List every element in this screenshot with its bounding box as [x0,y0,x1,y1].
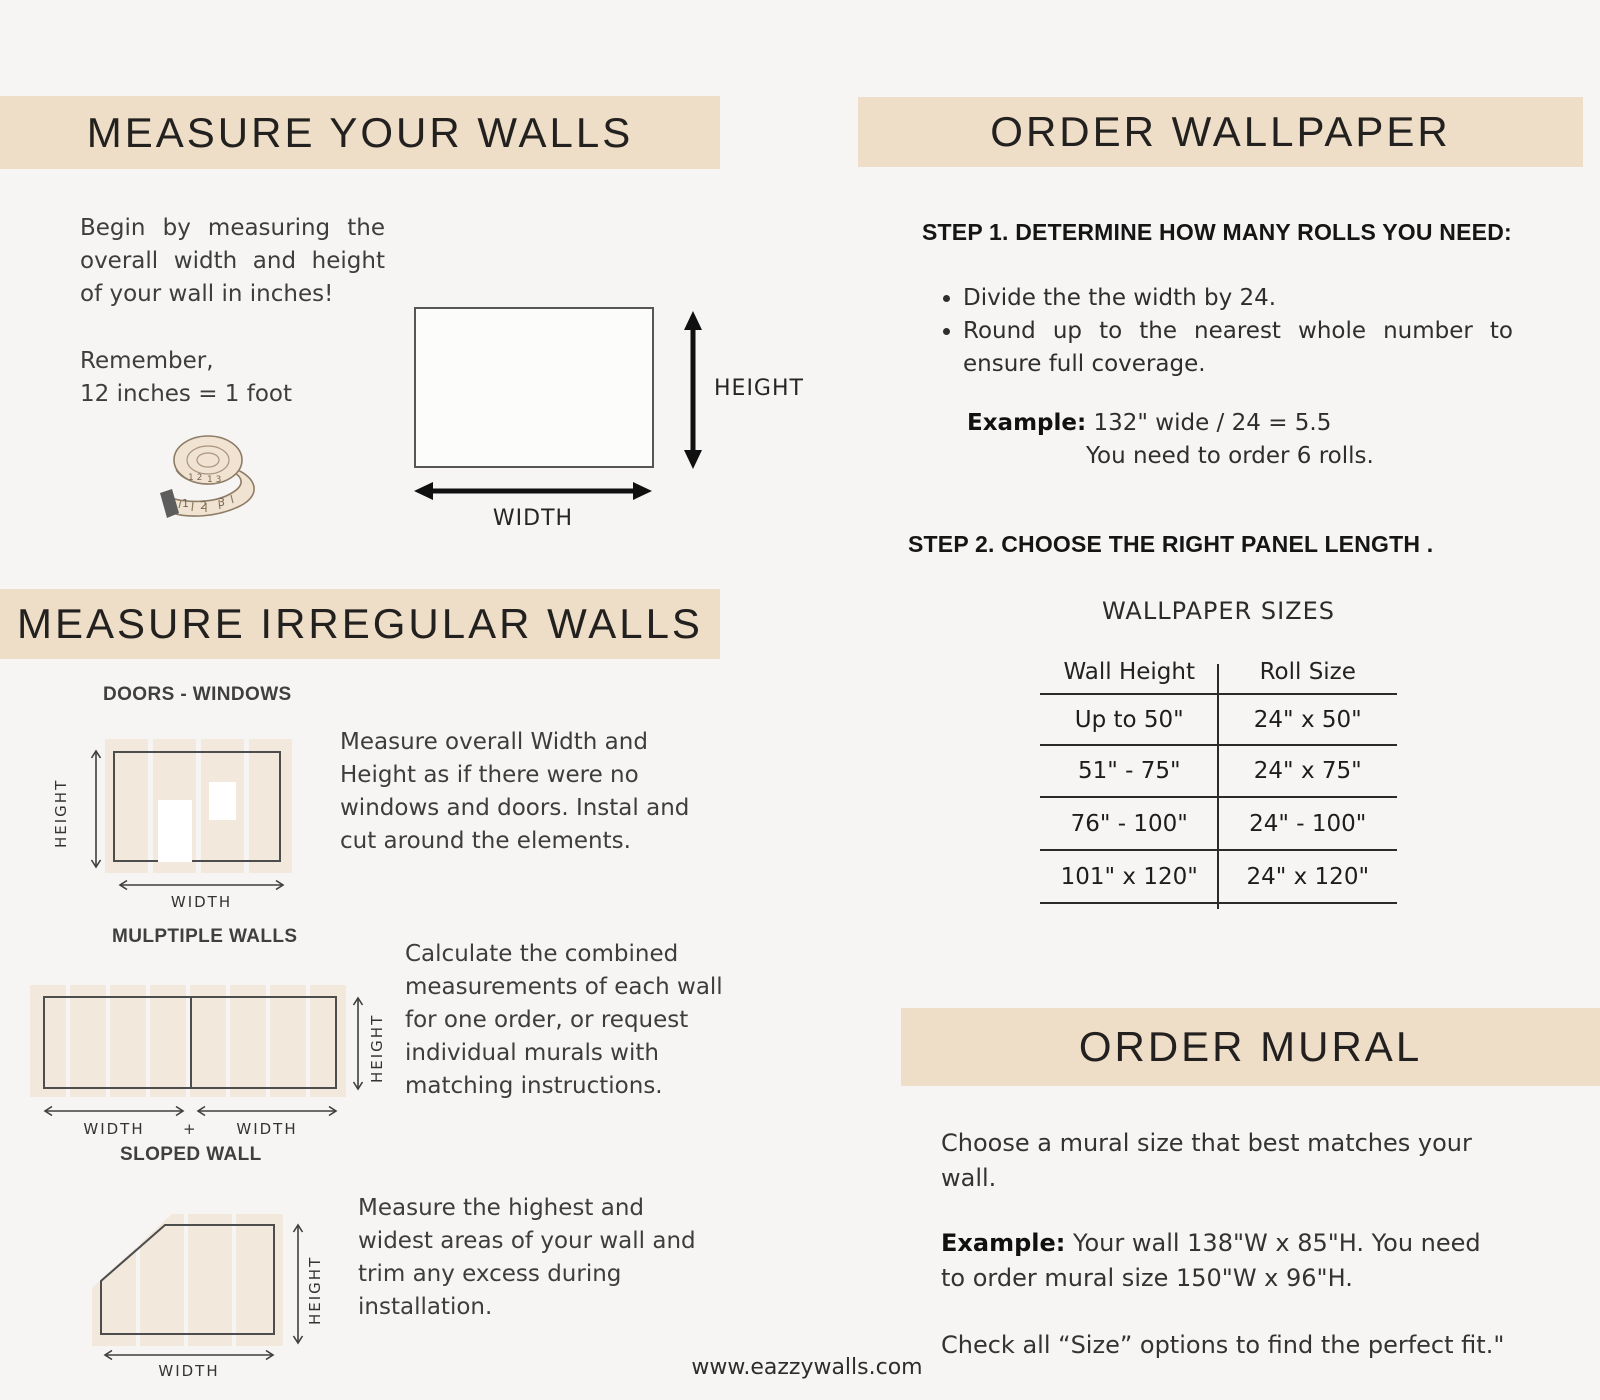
step1-title: STEP 1. DETERMINE HOW MANY ROLLS YOU NEED: [922,219,1512,245]
measure-walls-title: MEASURE YOUR WALLS [86,108,634,156]
wall-height-value: 76" - 100" [1070,810,1188,837]
mural-example-text: Your wall 138"W x 85"H. You need to order mural size 150"W x 96"H. [941,1229,1481,1292]
example-line-2: You need to order 6 rolls. [1086,443,1374,469]
window-cutout [209,782,236,820]
remember-note [80,345,292,411]
sloped-height-arrow [292,1223,304,1345]
multiple-plus-sign: + [183,1120,198,1138]
width-label-main: WIDTH [492,506,574,531]
mural-example-label: Example: [941,1229,1066,1257]
step1-bullet-list [945,282,1513,381]
website-url: www.eazzywalls.com [691,1355,923,1380]
step2-title: STEP 2. CHOOSE THE RIGHT PANEL LENGTH . [908,531,1434,557]
wall-height-value: Up to 50" [1074,706,1184,733]
order-wallpaper-title: ORDER WALLPAPER [990,108,1451,155]
example-line-1 [967,407,1374,440]
sloped-width-arrow [103,1349,275,1361]
wallpaper-sizes-title: WALLPAPER SIZES [1101,597,1336,625]
bullet-round-up: • Round up to the nearest whole number to ensure full coverage. [963,315,1513,381]
doors-height-label: HEIGHT [52,778,70,848]
doors-windows-diagram [105,739,292,873]
height-arrow-large [681,311,705,469]
sloped-wall-diagram [92,1214,292,1348]
wall-diagram-rect [414,307,654,468]
bullet-divide: • Divide the the width by 24. [963,282,1513,315]
table-column-divider [1217,664,1219,909]
wall-height-value: 101" x 120" [1060,863,1198,890]
multiple-walls-diagram [30,985,350,1097]
multiple-width-arrow-right [196,1105,338,1117]
multiple-walls-text: Calculate the combined measurements of each wall for one order, or request individual murals with matching instructions. [405,941,723,1099]
svg-text:1 2: 1 2 [188,473,203,483]
multiple-height-arrow [352,996,364,1091]
order-mural-title: ORDER MURAL [1078,1023,1423,1070]
mural-intro-text: Choose a mural size that best matches your wall. [941,1129,1472,1192]
door-cutout [158,800,192,862]
roll-size-value: 24" x 50" [1253,706,1362,733]
measuring-tape-icon [152,432,277,527]
svg-text:3: 3 [218,496,225,509]
width-arrow-large [414,479,652,503]
svg-text:1 3: 1 3 [207,475,222,485]
multiple-height-label: HEIGHT [368,1013,386,1083]
mural-size-note: Check all “Size” options to find the perfect fit." [941,1331,1505,1359]
multiple-width-label-right: WIDTH [236,1120,298,1138]
sloped-wall-text: Measure the highest and widest areas of your wall and trim any excess during installation. [358,1195,696,1320]
doors-windows-label: DOORS - WINDOWS [103,684,292,705]
sloped-height-label: HEIGHT [306,1255,324,1325]
example-label: Example: [967,410,1087,436]
doors-height-arrow [90,749,102,869]
header-wall-height: Wall Height [1063,658,1195,685]
sloped-width-label: WIDTH [158,1362,220,1380]
doors-wall-outline [113,751,281,862]
doors-width-label: WIDTH [170,893,233,911]
doors-windows-text: Measure overall Width and Height as if there were no windows and doors. Instal and cut around the elements. [340,729,690,854]
wall-height-value: 51" - 75" [1077,758,1181,784]
multiple-walls-label: MULPTIPLE WALLS [112,926,298,947]
roll-size-value: 24" - 100" [1249,810,1367,837]
measure-walls-header-band [0,96,720,169]
multiple-walls-outline [43,996,337,1089]
height-label-main: HEIGHT [714,376,804,401]
wall-divider-line [190,998,192,1087]
roll-size-value: 24" x 75" [1253,758,1362,784]
order-wallpaper-header-band [858,97,1583,167]
order-mural-header-band [901,1008,1600,1086]
remember-line-2: 12 inches = 1 foot [80,381,292,407]
doors-width-arrow [118,879,285,891]
sloped-wall-label: SLOPED WALL [120,1144,262,1165]
roll-size-value: 24" x 120" [1246,863,1370,890]
multiple-width-label-left: WIDTH [83,1120,145,1138]
remember-line-1: Remember, [80,348,214,374]
example-calculation: 132" wide / 24 = 5.5 [1093,410,1332,436]
step1-example [967,407,1374,473]
header-roll-size: Roll Size [1259,658,1356,685]
irregular-walls-header-band [0,589,720,659]
measure-walls-intro: Begin by measuring the overall width and height of your wall in inches! [80,215,385,307]
svg-text:1: 1 [182,497,189,510]
mural-example [941,1226,1501,1296]
wallpaper-sizes-table [1040,650,1397,904]
multiple-width-arrow-left [43,1105,185,1117]
svg-text:2: 2 [200,499,207,512]
irregular-walls-title: MEASURE IRREGULAR WALLS [17,600,703,647]
